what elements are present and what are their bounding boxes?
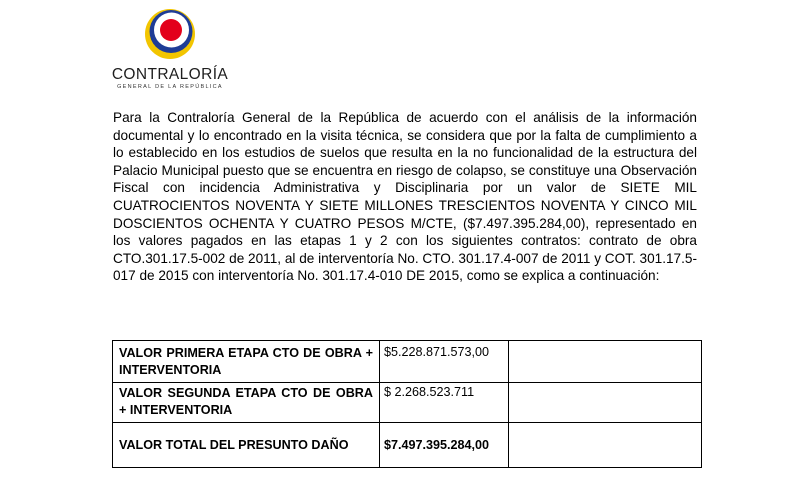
row-label: VALOR TOTAL DEL PRESUNTO DAÑO (113, 423, 380, 468)
row-value: $7.497.395.284,00 (380, 423, 509, 468)
contraloria-emblem-icon (142, 4, 198, 62)
row-value: $5.228.871.573,00 (380, 341, 509, 383)
damage-values-table (112, 340, 702, 468)
empty-cell (509, 423, 702, 468)
logo-name: CONTRALORÍA (111, 66, 229, 83)
row-label: VALOR SEGUNDA ETAPA CTO DE OBRA + INTERVENTORIA (113, 383, 380, 423)
row-value: $ 2.268.523.711 (380, 383, 509, 423)
table-row (113, 341, 702, 383)
empty-cell (509, 341, 702, 383)
table-row-total (113, 423, 702, 468)
empty-cell (509, 383, 702, 423)
contraloria-logo (105, 4, 235, 96)
observation-paragraph: Para la Contraloría General de la República de acuerdo con el análisis de la información documental y lo encontrado en la visita técnica, se considera que por la falta de cumplimiento a lo establecido en los estudios de suelos que resulta en la no funcionalidad de la estructura del Palacio Municipal puesto que se encuentra en riesgo de colapso, se constituye una Observación Fiscal con incidencia Administrativa y Disciplinaria por un valor de SIETE MIL CUATROCIENTOS NOVENTA Y SIETE MILLONES TRESCIENTOS NOVENTA Y CINCO MIL DOSCIENTOS OCHENTA Y CUATRO PESOS M/CTE, ($7.497.395.284,00), representado en los valores pagados en las etapas 1 y 2 con los siguientes contratos: contrato de obra CTO.301.17.5-002 de 2011, al de interventoría No. CTO. 301.17.4-007 de 2011 y COT. 301.17.5-017 de 2015 con interventoría No. 301.17.4-010 DE 2015, como se explica a continuación: (113, 110, 697, 284)
logo-subtitle: GENERAL DE LA REPÚBLICA (117, 84, 223, 90)
table-row (113, 383, 702, 423)
row-label: VALOR PRIMERA ETAPA CTO DE OBRA + INTERVENTORIA (113, 341, 380, 383)
